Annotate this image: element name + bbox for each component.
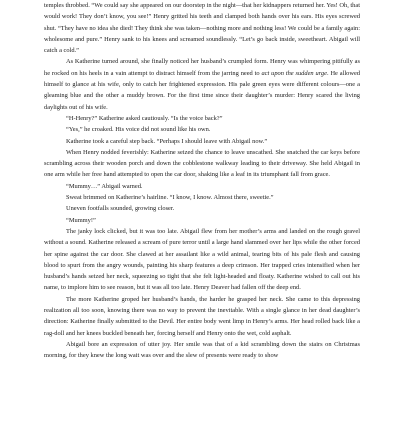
paragraph-5: Katherine took a careful step back. “Perhaps I should leave with Abigail now.” (66, 137, 268, 145)
paragraph-2-part-3: . He allowed himself to glance at his wife, only to catch her frightened expression. His pale green eyes were different colours—one a gleaming blue and the other a muddy brown. For the first time since their daughter’s murder: Henry scared the living daylights out of his wife. (44, 69, 360, 111)
paragraph-8: Sweat brimmed on Katherine’s hairline. “I know, I know. Almost there, sweetie.” (66, 194, 274, 202)
paragraph-4: “Yes,” he croaked. His voice did not sound like his own. (66, 126, 211, 134)
paragraph-7: “Mummy…” Abigail warned. (66, 182, 143, 190)
paragraph-2 (44, 56, 360, 112)
paragraph-11: The janky lock clicked, but it was too late. Abigail flew from her mother’s arms and landed on the rough gravel without a sound. Katherine released a scream of pure terror until a large hand slammed over her lips while the other forced her spine against the car door. She clawed at her assailant like a wild animal, tearing bits of his pale flesh and causing blood to spurt from the angry wounds, painting his sharp features a deep crimson. Her trapped cries intensified when her husband’s hands seized her neck, squeezing so tight that she felt light-headed and floaty. Katherine wished to call out his name, to implore him to see reason, but it was all too late. Henry Deaver had fallen off the deep end. (44, 227, 360, 292)
document-page (44, 0, 360, 439)
paragraph-10: “Mummy!” (66, 216, 96, 224)
paragraph-6: When Henry nodded feverishly: Katherine seized the chance to leave unscathed. She snatched the car keys before scrambling across their wooden porch and down the cobblestone walkway leading to their driveway. She held Abigail in one arm while her free hand attempted to open the car door, shaking like a leaf in its triumphant fall from grace. (44, 148, 360, 179)
paragraph-2-emphasis: act upon the sudden urge (261, 69, 327, 77)
paragraph-3: “H-Henry?” Katherine asked cautiously. “Is the voice back?” (66, 114, 223, 122)
paragraph-13: Abigail bore an expression of utter joy. Her smile was that of a kid scrambling down the stairs on Christmas morning, for they knew the long wait was over and the slew of presents were ready to show (44, 340, 360, 360)
paragraph-2-part-1: As Katherine turned around, she finally noticed her husband’s crumpled form. Henry was whimpering pitifully as he rocked on his heels in a vain attempt to distract himself from the jarring need to (44, 58, 360, 77)
paragraph-9: Uneven footfalls sounded, growing closer. (66, 205, 175, 213)
paragraph-12: The more Katherine groped her husband’s hands, the harder he grasped her neck. She came to this depressing realization all too soon, knowing there was no way to prevent the inevitable. With a single glance in her dead daughter’s direction: Katherine finally submitted to the Devil. Her entire body went limp in Henry’s arms. Her head rolled back like a rag-doll and her knees buckled beneath her, forcing herself and Henry onto the wet, cold asphalt. (44, 295, 360, 337)
paragraph-1: temples throbbed. “We could say she appeared on our doorstep in the night—that her kidnappers returned her. Yes! Oh, that would work! They don’t know, you see!” Henry gritted his teeth and clamped both hands over his ears. His eyes screwed shut. “They have no idea she died! They think she was taken—nothing more and nothing less! We could be a family again: wholesome and pure.” Henry sank to his knees and screamed soundlessly. “Let’s go back inside, sweetheart. Abigail will catch a cold.” (44, 2, 360, 55)
